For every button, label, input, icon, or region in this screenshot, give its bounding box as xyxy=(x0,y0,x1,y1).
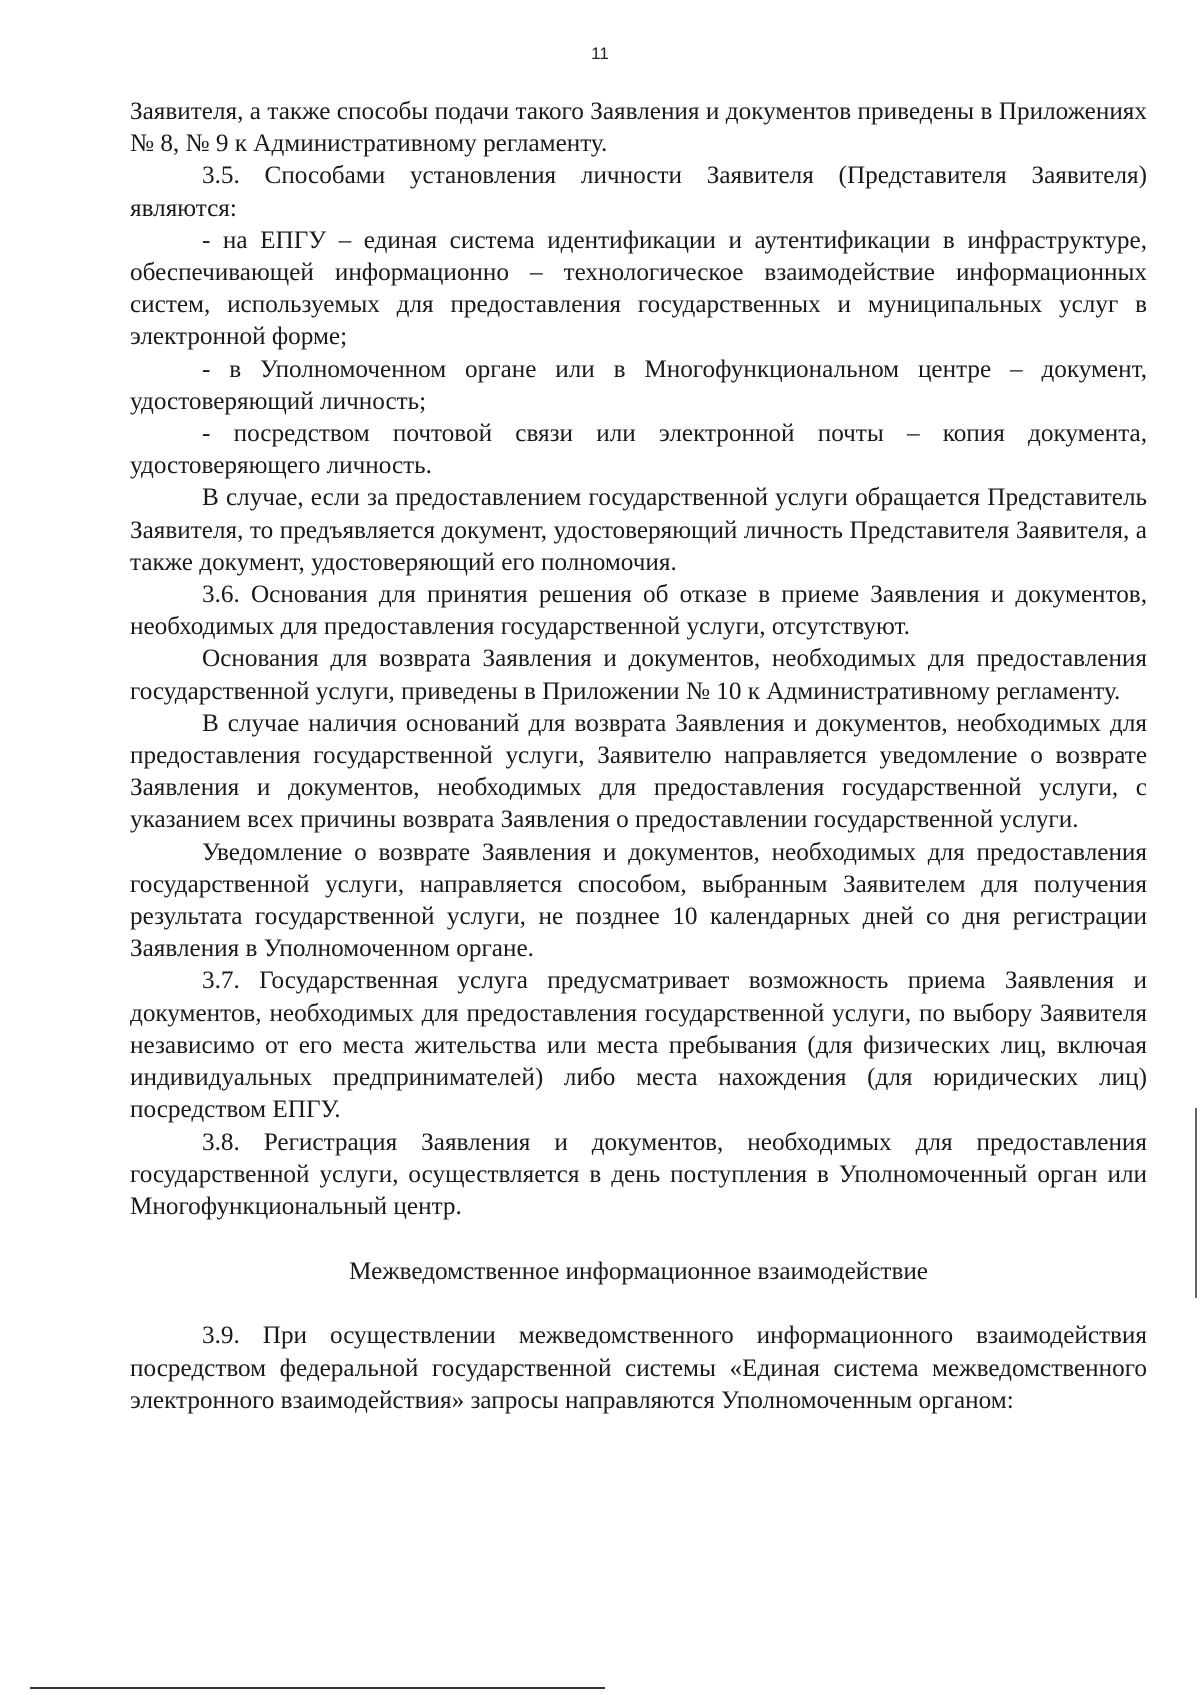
paragraph: Заявителя, а также способы подачи такого Заявления и документов приведены в Приложениях № 8, № 9 к Административному регламенту. xyxy=(130,98,1147,158)
paragraph: 3.9. При осуществлении межведомственного информационного взаимодействия посредством федеральной государственной системы «Единая система межведомственного электронного взаимодействия» запросы направляются Уполномоченным органом: xyxy=(130,1322,1147,1414)
paragraph: В случае, если за предоставлением государственной услуги обращается Представитель Заявителя, то предъявляется документ, удостоверяющий личность Представителя Заявителя, а также документ, удостоверяющий его полномочия. xyxy=(130,484,1147,576)
paragraph: - на ЕПГУ – единая система идентификации и аутентификации в инфраструктуре, обеспечивающей информационно – технологическое взаимодействие информационных систем, используемых для предоставления государственных и муниципальных услуг в электронной форме; xyxy=(130,226,1147,351)
document-body xyxy=(130,96,1147,1417)
paragraph: - посредством почтовой связи или электронной почты – копия документа, удостоверяющего личность. xyxy=(130,420,1147,480)
footer-rule xyxy=(30,1687,605,1689)
paragraph: 3.8. Регистрация Заявления и документов, необходимых для предоставления государственной услуги, осуществляется в день поступления в Уполномоченный орган или Многофункциональный центр. xyxy=(130,1128,1147,1220)
scan-margin-mark xyxy=(1195,1108,1197,1298)
paragraph: 3.5. Способами установления личности Заявителя (Представителя Заявителя) являются: xyxy=(130,162,1147,222)
section-heading: Межведомственное информационное взаимодействие xyxy=(349,1258,928,1286)
paragraph: Уведомление о возврате Заявления и документов, необходимых для предоставления государственной услуги, направляется способом, выбранным Заявителем для получения результата государственной услуги, не позднее 10 календарных дней со дня регистрации Заявления в Уполномоченном органе. xyxy=(130,838,1147,963)
paragraph: В случае наличия оснований для возврата Заявления и документов, необходимых для предоставления государственной услуги, Заявителю направляется уведомление о возврате Заявления и документов, необходимых для предоставления государственной услуги, с указанием всех причины возврата Заявления о предоставлении государственной услуги. xyxy=(130,709,1147,834)
paragraph: 3.6. Основания для принятия решения об отказе в приеме Заявления и документов, необходимых для предоставления государственной услуги, отсутствуют. xyxy=(130,581,1147,641)
paragraph: 3.7. Государственная услуга предусматривает возможность приема Заявления и документов, необходимых для предоставления государственной услуги, по выбору Заявителя независимо от его места жительства или места пребывания (для физических лиц, включая индивидуальных предпринимателей) либо места нахождения (для юридических лиц) посредством ЕПГУ. xyxy=(130,967,1147,1124)
paragraph: Основания для возврата Заявления и документов, необходимых для предоставления государственной услуги, приведены в Приложении № 10 к Административному регламенту. xyxy=(130,645,1147,705)
page-number: 11 xyxy=(591,44,609,63)
paragraph: - в Уполномоченном органе или в Многофункциональном центре – документ, удостоверяющий личность; xyxy=(130,355,1147,415)
